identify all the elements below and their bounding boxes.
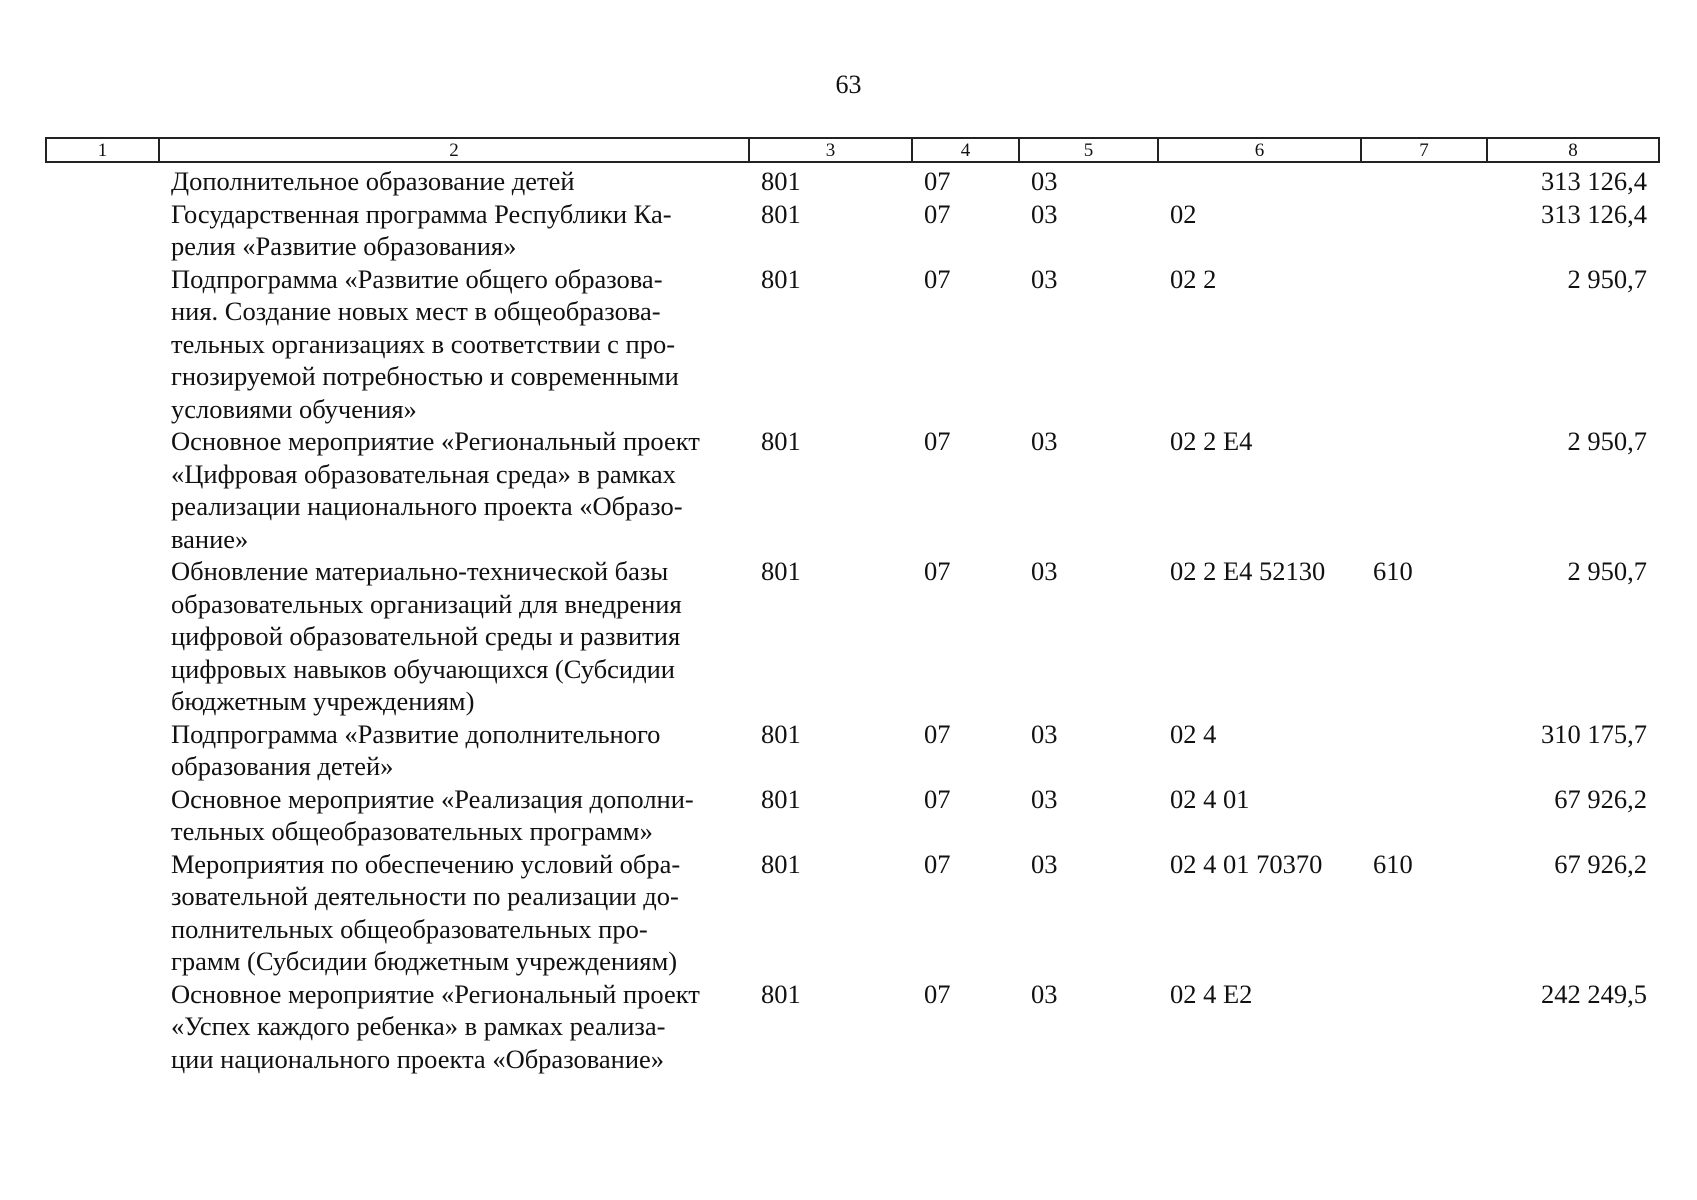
cell-col-1	[46, 263, 159, 426]
header-col-7: 7	[1361, 138, 1487, 162]
cell-name: Подпрограмма «Развитие общего образова- ния. Создание новых мест в общеобразова- тельных организациях в соответствии с про- гнозируемой потребностью и современными условиями обучения»	[171, 263, 679, 424]
cell-name: Государственная программа Республики Ка- релия «Развитие образования»	[171, 198, 672, 261]
table-row	[46, 555, 1659, 718]
cell-col-7	[1361, 978, 1487, 1076]
cell-col-4: 07	[924, 166, 951, 196]
cell-col-6: 02 2	[1170, 263, 1217, 294]
cell-name: Подпрограмма «Развитие дополнительного образования детей»	[171, 718, 661, 781]
cell-col-3: 801	[761, 198, 801, 229]
cell-col-3: 801	[761, 848, 801, 879]
table-row	[46, 425, 1659, 555]
cell-col-5: 03	[1031, 198, 1058, 229]
header-col-5: 5	[1019, 138, 1158, 162]
table-row	[46, 848, 1659, 978]
cell-col-6: 02 4	[1170, 718, 1217, 749]
cell-col-5: 03	[1031, 426, 1058, 456]
cell-col-3: 801	[761, 426, 801, 456]
cell-col-5: 03	[1031, 848, 1058, 879]
header-col-8: 8	[1487, 138, 1659, 162]
cell-name: Основное мероприятие «Региональный проект «Успех каждого ребенка» в рамках реализа- ции национального проекта «Образование»	[171, 978, 700, 1074]
cell-col-4: 07	[924, 198, 951, 229]
header-col-6: 6	[1158, 138, 1361, 162]
cell-amount: 67 926,2	[1554, 848, 1647, 879]
cell-amount: 2 950,7	[1567, 556, 1647, 586]
cell-col-4: 07	[924, 783, 951, 814]
cell-col-7: 610	[1373, 556, 1413, 586]
cell-col-7	[1361, 425, 1487, 555]
cell-col-7	[1361, 263, 1487, 426]
cell-name: Основное мероприятие «Региональный проект «Цифровая образовательная среда» в рамках реализации национального проекта «Образо- вание»	[171, 426, 700, 554]
cell-col-1	[46, 555, 159, 718]
cell-col-6: 02 4 01 70370	[1170, 848, 1323, 879]
cell-col-6: 02 4 E2	[1170, 978, 1253, 1009]
header-col-1: 1	[46, 138, 159, 162]
cell-col-5: 03	[1031, 166, 1058, 196]
cell-col-6: 02 2 E4 52130	[1170, 556, 1326, 586]
table-row	[46, 263, 1659, 426]
cell-col-1	[46, 978, 159, 1076]
table-body	[46, 162, 1659, 1075]
cell-amount: 310 175,7	[1541, 718, 1647, 749]
cell-col-5: 03	[1031, 263, 1058, 294]
cell-col-5: 03	[1031, 783, 1058, 814]
cell-col-1	[46, 718, 159, 783]
cell-col-4: 07	[924, 426, 951, 456]
cell-col-1	[46, 162, 159, 198]
cell-col-7	[1361, 162, 1487, 198]
cell-col-6: 02 4 01	[1170, 783, 1250, 814]
cell-name: Обновление материально-технической базы образовательных организаций для внедрения цифровой образовательной среды и развития цифровых навыков обучающихся (Субсидии бюджетным учреждениям)	[171, 556, 682, 716]
table-row	[46, 978, 1659, 1076]
header-col-3: 3	[749, 138, 912, 162]
cell-col-6: 02 2 E4	[1170, 426, 1253, 456]
cell-col-3: 801	[761, 556, 801, 586]
cell-col-7	[1361, 198, 1487, 263]
cell-col-4: 07	[924, 263, 951, 294]
cell-amount: 67 926,2	[1554, 783, 1647, 814]
cell-col-7	[1361, 718, 1487, 783]
table-row	[46, 718, 1659, 783]
cell-col-4: 07	[924, 978, 951, 1009]
page-number: 63	[835, 70, 862, 99]
cell-col-7	[1361, 783, 1487, 848]
cell-amount: 313 126,4	[1541, 166, 1647, 196]
cell-amount: 242 249,5	[1541, 978, 1647, 1009]
cell-col-4: 07	[924, 848, 951, 879]
cell-col-1	[46, 425, 159, 555]
cell-col-5: 03	[1031, 978, 1058, 1009]
cell-col-6: 02	[1170, 198, 1197, 229]
header-col-2: 2	[159, 138, 749, 162]
cell-col-6	[1158, 162, 1361, 198]
cell-col-3: 801	[761, 718, 801, 749]
cell-col-3: 801	[761, 783, 801, 814]
table-header	[46, 138, 1659, 162]
cell-col-1	[46, 783, 159, 848]
cell-col-3: 801	[761, 978, 801, 1009]
header-row	[46, 138, 1659, 162]
header-col-4: 4	[912, 138, 1019, 162]
cell-name: Основное мероприятие «Реализация дополни- тельных общеобразовательных программ»	[171, 783, 694, 846]
table-row	[46, 198, 1659, 263]
cell-col-3: 801	[761, 263, 801, 294]
cell-col-3: 801	[761, 166, 801, 196]
cell-amount: 2 950,7	[1567, 426, 1647, 456]
cell-col-7: 610	[1373, 848, 1413, 879]
cell-col-4: 07	[924, 556, 951, 586]
cell-name: Мероприятия по обеспечению условий обра- зовательной деятельности по реализации до- полнительных общеобразовательных про- грамм (Субсидии бюджетным учреждениям)	[171, 848, 681, 976]
table-row	[46, 162, 1659, 198]
cell-col-5: 03	[1031, 556, 1058, 586]
cell-amount: 313 126,4	[1541, 198, 1647, 229]
cell-col-4: 07	[924, 718, 951, 749]
cell-col-1	[46, 198, 159, 263]
cell-col-5: 03	[1031, 718, 1058, 749]
cell-name: Дополнительное образование детей	[171, 166, 575, 196]
budget-table	[45, 137, 1660, 1075]
cell-amount: 2 950,7	[1567, 263, 1647, 294]
table-row	[46, 783, 1659, 848]
cell-col-1	[46, 848, 159, 978]
